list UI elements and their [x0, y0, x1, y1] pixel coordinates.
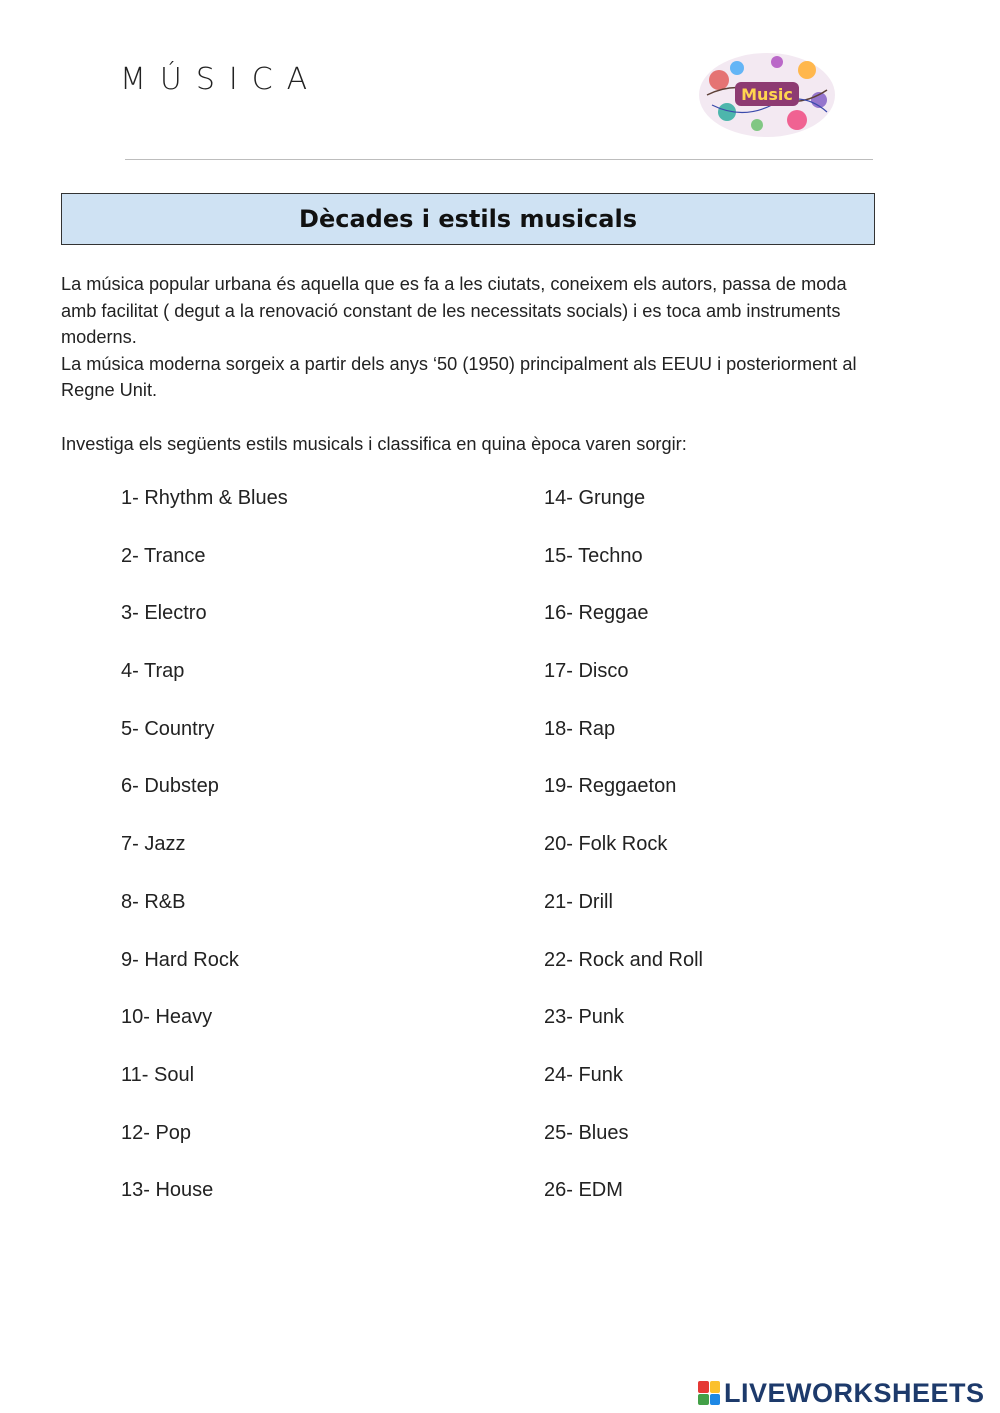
list-item: 13- House [121, 1179, 214, 1202]
page-title: MÚSICA [120, 62, 322, 97]
liveworksheets-mark-icon [698, 1381, 720, 1405]
list-item: 10- Heavy [121, 1006, 213, 1029]
list-item: 18- Rap [544, 717, 616, 740]
list-item: 12- Pop [121, 1121, 192, 1144]
list-item: 11- Soul [121, 1063, 195, 1086]
list-item: 6- Dubstep [121, 775, 219, 798]
list-item: 24- Funk [544, 1063, 623, 1086]
header-divider [125, 159, 873, 160]
liveworksheets-logo[interactable] [698, 1378, 985, 1408]
section-header-box [61, 193, 875, 245]
mark-cell [698, 1381, 709, 1393]
list-item: 5- Country [121, 717, 215, 740]
list-item: 17- Disco [544, 660, 629, 683]
list-item: 16- Reggae [544, 602, 649, 625]
list-item: 19- Reggaeton [544, 775, 677, 798]
list-item: 2- Trance [121, 544, 206, 567]
intro-text [61, 271, 881, 404]
mark-cell [698, 1394, 709, 1406]
list-item: 8- R&B [121, 890, 186, 913]
list-item: 14- Grunge [544, 487, 646, 509]
intro-paragraph-1: La música popular urbana és aquella que es fa a les ciutats, coneixem els autors, passa de moda amb facilitat ( degut a la renovació constant de les necessitats socials) i es toca amb instruments moderns. [61, 274, 847, 348]
list-item: 22- Rock and Roll [544, 948, 703, 971]
logo-text: Music [741, 85, 793, 104]
intro-paragraph-2: La música moderna sorgeix a partir dels anys ‘50 (1950) principalment als EEUU i posteriorment al Regne Unit. [61, 353, 857, 401]
styles-list-right [544, 482, 703, 1232]
list-item: 26- EDM [544, 1179, 623, 1202]
list-item: 23- Punk [544, 1006, 625, 1029]
liveworksheets-brand-text: LIVEWORKSHEETS [724, 1377, 985, 1408]
list-item: 21- Drill [544, 890, 613, 913]
list-item: 15- Techno [544, 544, 643, 567]
instruction-text: Investiga els següents estils musicals i classifica en quina època varen sorgir: [61, 434, 687, 454]
music-collage-logo [697, 50, 837, 140]
list-item: 9- Hard Rock [121, 948, 239, 971]
styles-list-left [121, 482, 288, 1232]
list-item: 4- Trap [121, 660, 185, 683]
section-title: Dècades i estils musicals [299, 205, 637, 233]
list-item: 1- Rhythm & Blues [121, 487, 288, 509]
list-item: 3- Electro [121, 602, 207, 625]
list-item: 25- Blues [544, 1121, 629, 1144]
list-item: 20- Folk Rock [544, 833, 668, 856]
mark-cell [710, 1394, 721, 1406]
list-item: 7- Jazz [121, 833, 186, 856]
mark-cell [710, 1381, 721, 1393]
